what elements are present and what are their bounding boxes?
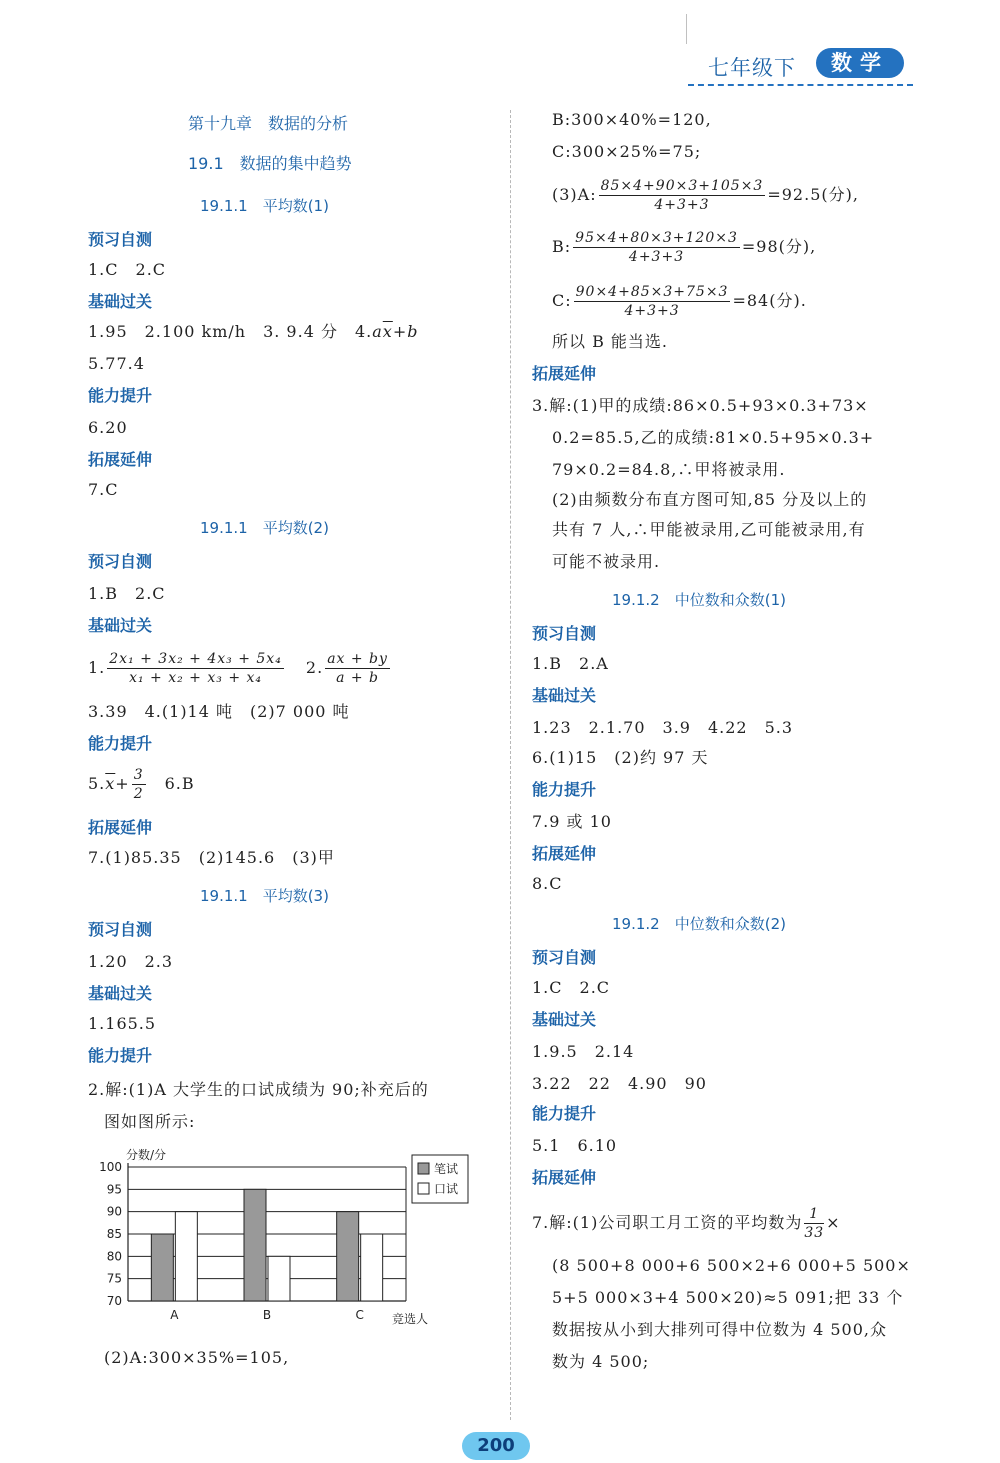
part1-answer-preview: 1.C 2.C — [88, 260, 167, 279]
page-header — [688, 44, 918, 94]
chart-svg — [90, 1145, 490, 1335]
part3-answer-ability-2: 图如图所示: — [104, 1112, 196, 1131]
part5-answer-basic-2: 3.22 22 4.90 90 — [532, 1074, 707, 1093]
part4-heading-preview: 预习自测 — [532, 624, 597, 643]
part2-title: 19.1.1 平均数(2) — [200, 519, 329, 537]
ext-line-5: 共有 7 人,∴甲能被录用,乙可能被录用,有 — [552, 520, 866, 539]
chart-bar-written — [151, 1234, 173, 1301]
wage-line-5: 数为 4 500; — [552, 1352, 650, 1371]
part3-answer-ability-1: 2.解:(1)A 大学生的口试成绩为 90;补充后的 — [88, 1080, 429, 1099]
part4-heading-extension: 拓展延伸 — [532, 844, 597, 863]
part5-answer-ability: 5.1 6.10 — [532, 1136, 618, 1155]
part2-answer-extension: 7.(1)85.35 (2)145.6 (3)甲 — [88, 848, 335, 867]
part4-answer-preview: 1.B 2.A — [532, 654, 609, 673]
header-grade: 七年级下 — [708, 56, 796, 80]
part5-heading-extension: 拓展延伸 — [532, 1168, 597, 1187]
chart-y-tick-label: 90 — [106, 1204, 122, 1219]
chart-x-label: 竞选人 — [392, 1312, 429, 1326]
fraction-calc-a: $\frac{85\times 4+90\times 3+105\times 3}{4+3+3}$ — [600, 178, 764, 213]
r-line-b: B:300×40%=120, — [552, 110, 712, 129]
chart-bar-oral — [361, 1234, 383, 1301]
ext-line-3: 79×0.2=84.8,∴甲将被录用. — [552, 460, 786, 479]
chart-y-tick-label: 80 — [106, 1249, 122, 1264]
part1-heading-preview: 预习自测 — [88, 230, 153, 249]
header-dashed-rule — [688, 84, 913, 86]
part2-heading-extension: 拓展延伸 — [88, 818, 153, 837]
fraction-weighted-mean: $\frac{\text{2x₁ + 3x₂ + 4x₃ + 5x₄}}{\text{x₁ + x₂ + x₃ + x₄}}$ — [109, 651, 282, 686]
part2-answer-ability: $5.\overline{x}+$ $\frac{3}{2}$ 6.B — [88, 767, 195, 802]
part1-answer-extension: 7.C — [88, 480, 119, 499]
part5-heading-preview: 预习自测 — [532, 948, 597, 967]
part4-heading-basic: 基础过关 — [532, 686, 597, 705]
part5-heading-basic: 基础过关 — [532, 1010, 597, 1029]
part2-heading-basic: 基础过关 — [88, 616, 153, 635]
r-heading-extension: 拓展延伸 — [532, 364, 597, 383]
part1-answer-basic: 1.95 2.100 km/h 3. 9.4 分 $4.a\overline{x}+b$ — [88, 322, 419, 341]
header-subject-badge: 数学 — [816, 48, 904, 78]
part3-title: 19.1.1 平均数(3) — [200, 887, 329, 905]
fraction-three-halves: $\frac{3}{2}$ — [133, 767, 144, 802]
part4-answer-basic-1: 1.23 2.1.70 3.9 4.22 5.3 — [532, 718, 794, 737]
part4-answer-extension: 8.C — [532, 874, 563, 893]
part3-heading-basic: 基础过关 — [88, 984, 153, 1003]
part5-answer-basic-1: 1.9.5 2.14 — [532, 1042, 635, 1061]
r-line-c: C:300×25%=75; — [552, 142, 702, 161]
wage-line-3: 5+5 000×3+4 500×20)≈5 091;把 33 个 — [552, 1288, 904, 1307]
ext-line-6: 可能不被录用. — [552, 552, 661, 571]
part1-heading-basic: 基础过关 — [88, 292, 153, 311]
page-number: 200 — [462, 1432, 530, 1460]
part1-title: 19.1.1 平均数(1) — [200, 197, 329, 215]
part2-answer-basic-2: 3.39 4.(1)14 吨 (2)7 000 吨 — [88, 702, 350, 721]
calc-b: B: $\frac{95\times 4+80\times 3+120\times 3}{4+3+3}$ =98(分), — [552, 230, 817, 265]
part3-answer-preview: 1.20 2.3 — [88, 952, 174, 971]
chart-y-tick-label: 75 — [106, 1271, 122, 1286]
chart-y-tick-label: 85 — [106, 1227, 122, 1241]
chart-bar-written — [244, 1189, 266, 1301]
chart-legend-swatch — [418, 1163, 429, 1174]
chart-legend-label: 口试 — [434, 1182, 459, 1196]
chart-legend-label: 笔试 — [434, 1162, 459, 1176]
chart-bar-oral — [175, 1212, 197, 1301]
chart-y-tick-label: 95 — [106, 1182, 122, 1197]
chart-y-tick-label: 100 — [99, 1160, 122, 1174]
ext-line-2: 0.2=85.5,乙的成绩:81×0.5+95×0.3+ — [552, 428, 875, 447]
part2-heading-preview: 预习自测 — [88, 552, 153, 571]
fraction-calc-b: $\frac{95\times 4+80\times 3+120\times 3}{4+3+3}$ — [575, 230, 738, 265]
part1-heading-extension: 拓展延伸 — [88, 450, 153, 469]
part4-title: 19.1.2 中位数和众数(1) — [612, 591, 786, 609]
part3-answer-ability-3: (2)A:300×35%=105, — [104, 1348, 290, 1367]
calc-c: C: $\frac{90\times 4+85\times 3+75\times 3}{4+3+3}$ =84(分). — [552, 284, 807, 319]
calc-a: (3)A: $\frac{85\times 4+90\times 3+105\times 3}{4+3+3}$ =92.5(分), — [552, 178, 859, 213]
wage-line-4: 数据按从小到大排列可得中位数为 4 500,众 — [552, 1320, 887, 1339]
chart-legend-swatch — [418, 1183, 429, 1194]
part4-answer-ability: 7.9 或 10 — [532, 812, 612, 831]
part1-heading-ability: 能力提升 — [88, 386, 153, 405]
section-title: 19.1 数据的集中趋势 — [188, 154, 352, 173]
part4-answer-basic-2: 6.(1)15 (2)约 97 天 — [532, 748, 709, 767]
chart-y-tick-label: 70 — [106, 1294, 122, 1308]
chart-x-tick-label: B — [262, 1308, 272, 1322]
chart-y-label: 分数/分 — [126, 1148, 167, 1162]
part2-heading-ability: 能力提升 — [88, 734, 153, 753]
part1-answer-basic-2: 5.77.4 — [88, 354, 145, 373]
part5-title: 19.1.2 中位数和众数(2) — [612, 915, 786, 933]
fraction-calc-c: $\frac{90\times 4+85\times 3+75\times 3}{4+3+3}$ — [575, 284, 729, 319]
part2-answer-preview: 1.B 2.C — [88, 584, 166, 603]
wage-line-1: 7.解:(1)公司职工月工资的平均数为 $\frac{1}{33}$ × — [532, 1206, 841, 1241]
part3-heading-ability: 能力提升 — [88, 1046, 153, 1065]
score-bar-chart — [90, 1145, 490, 1335]
part2-answer-fractions: 1. $\frac{\text{2x₁ + 3x₂ + 4x₃ + 5x₄}}{\text{x₁ + x₂ + x₃ + x₄}}$ 2. $\frac{ax + by}{a + b}$ — [88, 651, 388, 686]
chart-x-tick-label: A — [170, 1308, 179, 1322]
chart-bar-written — [337, 1212, 359, 1301]
part5-answer-preview: 1.C 2.C — [532, 978, 611, 997]
fraction-one-33rd: $\frac{1}{33}$ — [804, 1206, 825, 1241]
fraction-ab-mean: $\frac{ax + by}{a + b}$ — [327, 651, 388, 686]
chapter-title: 第十九章 数据的分析 — [188, 114, 349, 133]
part5-heading-ability: 能力提升 — [532, 1104, 597, 1123]
ext-line-1: 3.解:(1)甲的成绩:86×0.5+93×0.3+73× — [532, 396, 869, 415]
wage-line-2: (8 500+8 000+6 500×2+6 000+5 500× — [552, 1256, 911, 1275]
header-tick-mark — [686, 14, 687, 44]
chart-bar-oral — [268, 1256, 290, 1301]
ext-line-4: (2)由频数分布直方图可知,85 分及以上的 — [552, 490, 868, 509]
part3-heading-preview: 预习自测 — [88, 920, 153, 939]
part3-answer-basic: 1.165.5 — [88, 1014, 157, 1033]
column-divider — [510, 110, 511, 1420]
r-conclusion: 所以 B 能当选. — [552, 332, 669, 351]
part1-answer-ability: 6.20 — [88, 418, 128, 437]
part4-heading-ability: 能力提升 — [532, 780, 597, 799]
chart-x-tick-label: C — [355, 1308, 364, 1322]
